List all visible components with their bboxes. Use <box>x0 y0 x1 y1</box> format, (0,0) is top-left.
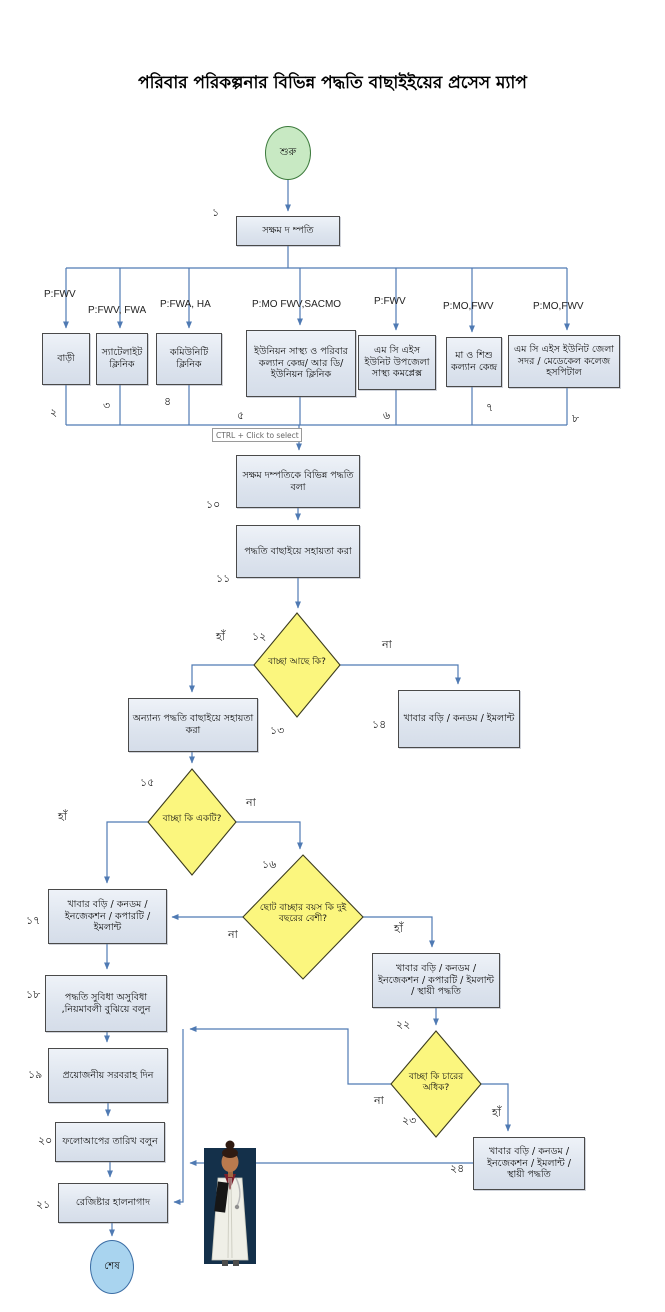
box-give-supplies[interactable]: প্রয়োজনীয় সরবরাহ দিন <box>48 1048 168 1103</box>
branch-label-yes-16: হাঁ <box>394 922 403 935</box>
ctrl-click-tooltip: CTRL + Click to select <box>212 428 302 442</box>
step-number-15: ১৫ <box>140 776 155 789</box>
step-number-8: ৮ <box>572 412 580 425</box>
branch-label-no-15: না <box>246 796 256 809</box>
box-methods-after-four[interactable]: খাবার বড়ি / কনডম / ইনজেকশন / ইমলান্ট / স্থায়ী পদ্ধতি <box>473 1137 585 1190</box>
step-number-5: ৫ <box>237 409 245 422</box>
step-number-3: ৩ <box>103 399 111 412</box>
box-methods-no-permanent[interactable]: খাবার বড়ি / কনডম / ইনজেকশন / কপারটি / ইমলান্ট <box>48 889 167 944</box>
step-number-20: ২০ <box>38 1134 53 1147</box>
box-tell-followup-date[interactable]: ফলোআপের তারিখ বলুন <box>55 1122 165 1162</box>
box-tell-methods[interactable]: সক্ষম দম্পতিকে বিভিন্ন পদ্ধতি বলা <box>236 455 360 508</box>
step-number-21: ২১ <box>36 1198 51 1211</box>
step-number-22: ২২ <box>396 1018 411 1031</box>
branch-label-no-23: না <box>374 1094 384 1107</box>
step-number-12: ১২ <box>252 630 267 643</box>
branch-label-yes-23: হাঁ <box>492 1106 501 1119</box>
end-ellipse[interactable]: শেষ <box>90 1240 134 1294</box>
provider-label-mo-fwv-sacmo: P:MO FWV,SACMO <box>252 299 342 310</box>
step-number-13: ১৩ <box>270 724 285 737</box>
step-number-2: ২ <box>50 406 58 419</box>
box-help-other-methods[interactable]: অন্যান্য পদ্ধতি বাছাইয়ে সহায়তা করা <box>128 698 258 752</box>
provider-label-fwv-fwa: P:FWV, FWA <box>88 305 147 316</box>
step-number-10: ১০ <box>206 498 221 511</box>
box-explain-method-rules[interactable]: পদ্ধতি সুবিধা অসুবিধা ,নিয়মাবলী বুঝিয়ে বলুন <box>45 975 167 1032</box>
box-pill-condom-implant[interactable]: খাবার বড়ি / কনডম / ইমলান্ট <box>398 690 520 748</box>
step-number-7: ৭ <box>486 401 494 414</box>
box-update-register[interactable]: রেজিষ্টার হালনাগাদ <box>58 1183 168 1223</box>
provider-label-fwa-ha: P:FWA, HA <box>160 299 211 310</box>
box-community-clinic[interactable]: কমিউনিটি ক্লিনিক <box>156 333 222 385</box>
flow-title: পরিবার পরিকল্পনার বিভিন্ন পদ্ধতি বাছাইইয়ের প্রসেস ম্যাপ <box>138 73 527 93</box>
box-mch-district-hospital[interactable]: এম সি এইস ইউনিট জেলা সদর / মেডেকেল কলেজ হসপিটাল <box>508 335 620 388</box>
doctor-clipart <box>202 1126 258 1268</box>
step-number-24: ২৪ <box>450 1162 465 1175</box>
step-number-4: ৪ <box>164 395 172 408</box>
box-eligible-couple[interactable]: সক্ষম দ ম্পতি <box>236 216 340 246</box>
box-methods-with-permanent[interactable]: খাবার বড়ি / কনডম / ইনজেকশন / কপারটি / ইমলান্ট / স্থায়ী পদ্ধতি <box>372 953 500 1008</box>
provider-label-mo-fwv-1: P:MO,FWV <box>443 301 494 312</box>
box-mcwc[interactable]: মা ও শিশু কল্যান কেন্দ্র <box>446 337 502 387</box>
provider-label-mo-fwv-2: P:MO,FWV <box>533 301 584 312</box>
branch-label-no-16: না <box>228 928 238 941</box>
step-number-1: ১ <box>212 206 220 219</box>
step-number-16: ১৬ <box>262 858 277 871</box>
box-union-health-center[interactable]: ইউনিয়ন সাস্থ্য ও পরিবার কল্যান কেন্দ্র/ আর ডি/ ইউনিয়ন ক্লিনিক <box>246 330 356 397</box>
provider-label-fwv-2: P:FWV <box>374 296 406 307</box>
step-number-14: ১৪ <box>372 718 387 731</box>
step-number-17: ১৭ <box>26 914 41 927</box>
branch-label-yes-12: হাঁ <box>216 630 225 643</box>
step-number-11: ১১ <box>216 572 231 585</box>
diamond-has-child-label: বাচ্ছা আছে কি? <box>268 657 326 667</box>
box-help-select-method[interactable]: পদ্ধতি বাছাইয়ে সহায়তা করা <box>236 525 360 578</box>
start-ellipse[interactable]: শুরু <box>265 126 311 180</box>
diamond-more-than-four-label: বাচ্ছা কি চারের অধিক? <box>408 1072 464 1094</box>
step-number-19: ১৯ <box>28 1068 43 1081</box>
box-mch-upazila[interactable]: এম সি এইস ইউনিট উপজেলা সাস্থ্য কমপ্লেক্স <box>358 335 436 390</box>
provider-label-fwv-1: P:FWV <box>44 289 76 300</box>
branch-label-no-12: না <box>382 638 392 651</box>
box-home[interactable]: বাড়ী <box>42 333 90 385</box>
diamond-youngest-over-two-label: ছোট বাচ্ছার বয়স কি দুই বছরের বেশী? <box>259 903 347 925</box>
step-number-18: ১৮ <box>26 988 41 1001</box>
box-satellite-clinic[interactable]: স্যাটেলাইট ক্লিনিক <box>96 333 148 385</box>
diamond-one-child-label: বাচ্ছা কি একটি? <box>162 814 222 824</box>
step-number-6: ৬ <box>383 409 391 422</box>
branch-label-yes-15: হাঁ <box>58 810 67 823</box>
step-number-23: ২৩ <box>402 1114 417 1127</box>
